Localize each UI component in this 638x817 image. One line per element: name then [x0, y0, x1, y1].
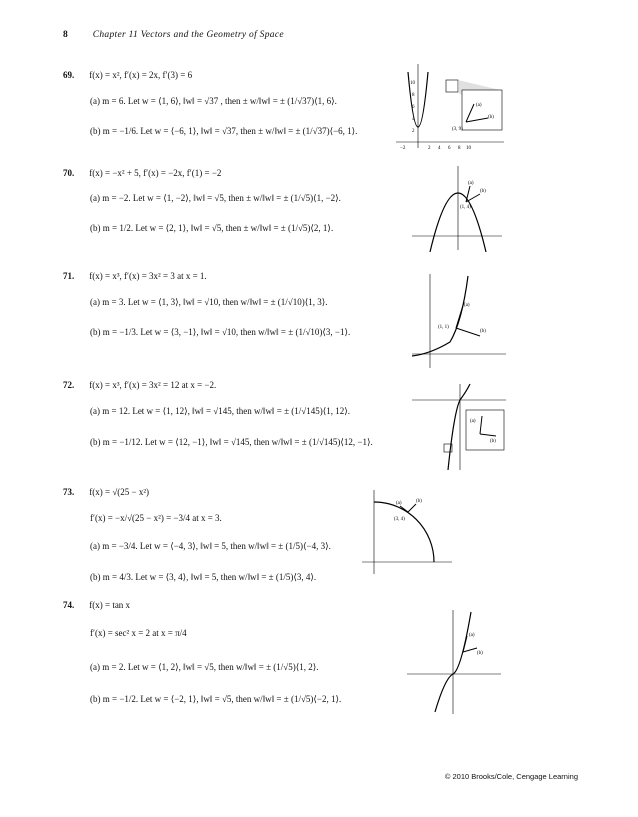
problem-72-part-b: (b) m = −1/12. Let w = ⟨12, −1⟩, ‖w‖ = √145, then w/‖w‖ = ± (1/√145)⟨12, −1⟩.: [90, 437, 373, 447]
label-point: (3, 9): [452, 127, 463, 132]
svg-text:4: 4: [412, 117, 415, 122]
problem-number: 73.: [63, 487, 75, 497]
problem-number: 72.: [63, 380, 75, 390]
problem-71-statement: 71. f(x) = x³, f′(x) = 3x² = 3 at x = 1.: [63, 271, 207, 281]
problem-number: 71.: [63, 271, 75, 281]
copyright-footer: © 2010 Brooks/Cole, Cengage Learning: [444, 772, 578, 781]
page-header: [63, 30, 284, 40]
problem-72-graph: [410, 382, 510, 472]
problem-73-part-a: (a) m = −3/4. Let w = ⟨−4, 3⟩, ‖w‖ = 5, then w/‖w‖ = ± (1/5)⟨−4, 3⟩.: [90, 541, 331, 551]
problem-73-statement: 73. f(x) = √(25 − x²): [63, 487, 150, 497]
page-number: 8: [63, 30, 69, 40]
svg-text:6: 6: [448, 146, 451, 151]
label-b: (b): [480, 189, 486, 194]
problem-74-statement: 74. f(x) = tan x: [63, 600, 131, 610]
problem-74-derivative: f′(x) = sec² x = 2 at x = π/4: [90, 628, 187, 638]
label-a: (a): [470, 419, 476, 424]
svg-text:6: 6: [412, 105, 415, 110]
problem-72-statement: 72. f(x) = x³, f′(x) = 3x² = 12 at x = −2.: [63, 380, 217, 390]
svg-text:8: 8: [412, 93, 415, 98]
problem-73-graph: [360, 488, 455, 578]
problem-71-graph: [410, 272, 510, 372]
svg-text:2: 2: [412, 129, 415, 134]
label-b: (b): [416, 499, 422, 504]
svg-text:8: 8: [458, 146, 461, 151]
label-point: (1, 4): [460, 205, 471, 210]
problem-70-graph: [410, 164, 505, 254]
problem-number: 74.: [63, 600, 75, 610]
problem-70-part-a: (a) m = −2. Let w = ⟨1, −2⟩, ‖w‖ = √5, then ± w/‖w‖ = ± (1/√5)⟨1, −2⟩.: [90, 193, 341, 203]
chapter-title: Chapter 11 Vectors and the Geometry of Space: [92, 30, 284, 40]
problem-69-graph: [396, 62, 506, 152]
label-b: (b): [488, 115, 494, 120]
label-point: (3, 4): [394, 517, 405, 522]
label-a: (a): [396, 501, 402, 506]
problem-72-part-a: (a) m = 12. Let w = ⟨1, 12⟩, ‖w‖ = √145, then w/‖w‖ = ± (1/√145)⟨1, 12⟩.: [90, 406, 350, 416]
label-a: (a): [469, 633, 475, 638]
svg-text:10: 10: [466, 146, 471, 151]
problem-69-part-a: (a) m = 6. Let w = ⟨1, 6⟩, ‖w‖ = √37 , then ± w/‖w‖ = ± (1/√37)⟨1, 6⟩.: [90, 96, 337, 106]
label-a: (a): [468, 181, 474, 186]
problem-74-part-a: (a) m = 2. Let w = ⟨1, 2⟩, ‖w‖ = √5, then w/‖w‖ = ± (1/√5)⟨1, 2⟩.: [90, 662, 319, 672]
problem-70-part-b: (b) m = 1/2. Let w = ⟨2, 1⟩, ‖w‖ = √5, then ± w/‖w‖ = ± (1/√5)⟨2, 1⟩.: [90, 223, 334, 233]
label-point: (1, 1): [438, 325, 449, 330]
problem-69-part-b: (b) m = −1/6. Let w = ⟨−6, 1⟩, ‖w‖ = √37, then ± w/‖w‖ = ± (1/√37)⟨−6, 1⟩.: [90, 126, 358, 136]
label-b: (b): [490, 439, 496, 444]
problem-71-part-a: (a) m = 3. Let w = ⟨1, 3⟩, ‖w‖ = √10, then w/‖w‖ = ± (1/√10)⟨1, 3⟩.: [90, 297, 328, 307]
problem-number: 70.: [63, 168, 75, 178]
problem-74-graph: [405, 608, 505, 718]
problem-71-part-b: (b) m = −1/3. Let w = ⟨3, −1⟩, ‖w‖ = √10, then w/‖w‖ = ± (1/√10)⟨3, −1⟩.: [90, 327, 351, 337]
label-b: (b): [480, 329, 486, 334]
problem-69-statement: 69. f(x) = x², f′(x) = 2x, f′(3) = 6: [63, 70, 193, 80]
problem-70-statement: 70. f(x) = −x² + 5, f′(x) = −2x, f′(1) = −2: [63, 168, 222, 178]
problem-number: 69.: [63, 70, 75, 80]
problem-73-derivative: f′(x) = −x/√(25 − x²) = −3/4 at x = 3.: [90, 513, 222, 523]
label-a: (a): [464, 303, 470, 308]
svg-text:2: 2: [428, 146, 431, 151]
problem-74-part-b: (b) m = −1/2. Let w = ⟨−2, 1⟩, ‖w‖ = √5, then w/‖w‖ = ± (1/√5)⟨−2, 1⟩.: [90, 694, 342, 704]
label-b: (b): [477, 651, 483, 656]
problem-73-part-b: (b) m = 4/3. Let w = ⟨3, 4⟩, ‖w‖ = 5, then w/‖w‖ = ± (1/5)⟨3, 4⟩.: [90, 572, 317, 582]
svg-text:4: 4: [438, 146, 441, 151]
svg-text:−2: −2: [400, 146, 406, 151]
svg-text:10: 10: [410, 81, 415, 86]
label-a: (a): [476, 103, 482, 108]
